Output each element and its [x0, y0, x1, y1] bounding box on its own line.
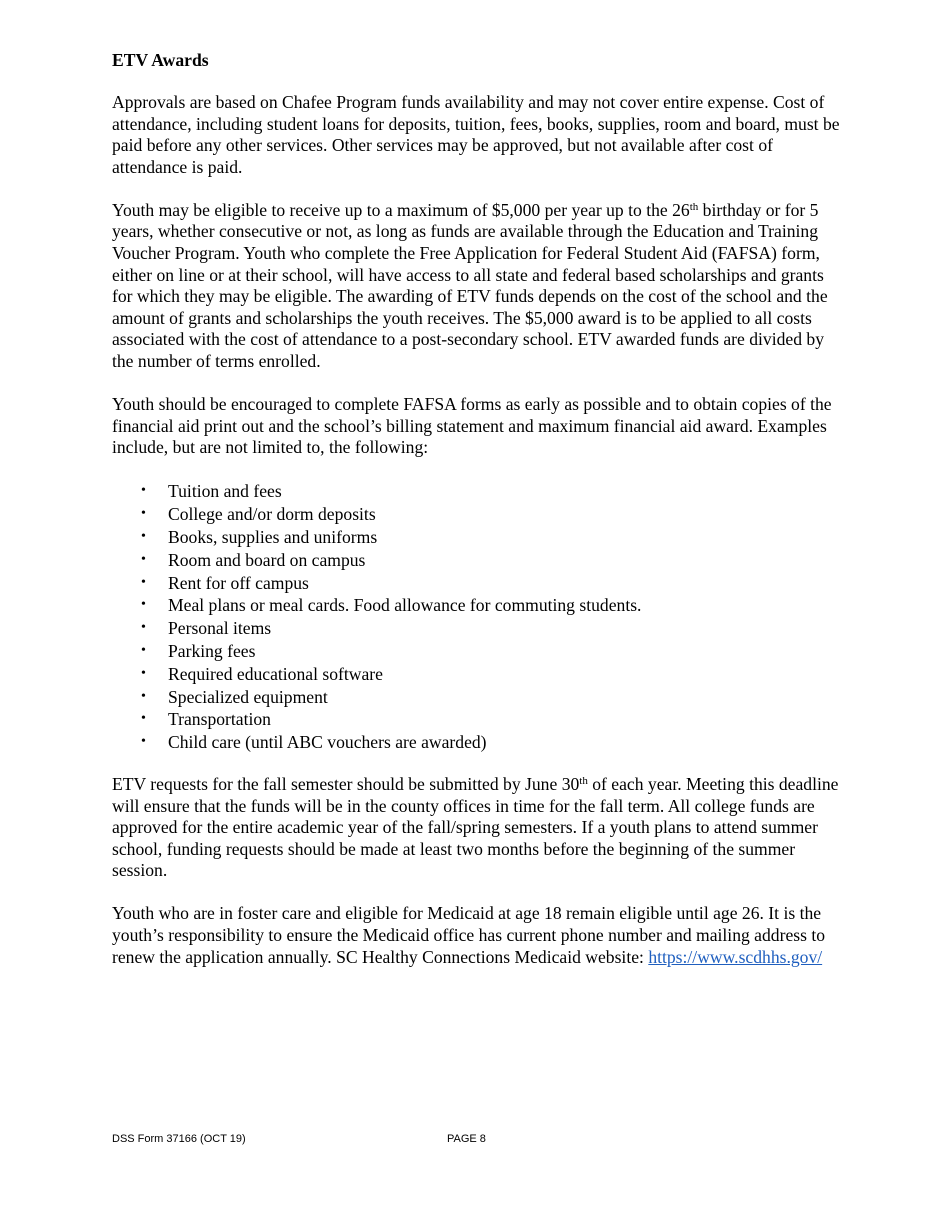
list-item: • Child care (until ABC vouchers are awarded)	[141, 732, 487, 753]
bullet-icon: •	[141, 529, 146, 544]
medicaid-website-link[interactable]: https://www.scdhhs.gov/	[648, 946, 823, 967]
list-item: • Books, supplies and uniforms	[141, 527, 378, 547]
deadline-text-end: of each year. Meeting this deadline will ensure that the funds will be in the county offices in time for the fall term. All college funds are approved for the entire academic year of the fall/spring semesters. If a youth plans to attend summer school, funding requests should be made at least two months before the beginning of the summer session.	[112, 773, 839, 881]
document-page	[112, 48, 842, 990]
medicaid-text: Youth who are in foster care and eligible for Medicaid at age 18 remain eligible until age 26. It is the youth’s responsibility to ensure the Medicaid office has current phone number and mailing address to renew the application annually. SC Healthy Connections Medicaid website:	[112, 903, 826, 967]
list-item: • Required educational software	[141, 663, 383, 684]
ordinal-suffix: th	[689, 200, 699, 213]
page-number: PAGE 8	[447, 1133, 486, 1145]
bullet-icon: •	[141, 665, 146, 681]
paragraph-deadline	[112, 774, 842, 882]
bullet-icon: •	[141, 597, 146, 613]
list-item: • Rent for off campus	[141, 572, 309, 593]
paragraph-approvals: Approvals are based on Chafee Program funds availability and may not cover entire expense. Cost of attendance, including student loans for deposits, tuition, fees, books, supplies, room and board, must be paid before any other services. Other services may be approved, but not available after cost of attendance is paid.	[112, 92, 840, 177]
section-heading: ETV Awards	[112, 50, 209, 70]
eligibility-text-end: birthday or for 5 years, whether consecutive or not, as long as funds are available through the Education and Training Voucher Program. Youth who complete the Free Application for Federal Student Aid (FAFSA) form, either on line or at their school, will have access to all state and federal based scholarships and grants for which they may be eligible. The awarding of ETV funds depends on the cost of the school and the amount of grants and scholarships the youth receives. The $5,000 award is to be applied to all costs associated with the cost of attendance to a post-secondary school. ETV awarded funds are divided by the number of terms enrolled.	[112, 199, 828, 372]
list-item: • Room and board on campus	[141, 549, 366, 570]
bullet-icon: •	[141, 551, 146, 567]
bullet-icon: •	[141, 688, 146, 704]
bullet-icon: •	[141, 711, 146, 727]
list-item: • College and/or dorm deposits	[141, 504, 376, 525]
list-item: • Personal items	[141, 618, 272, 639]
expense-list	[112, 480, 842, 754]
list-item: • Tuition and fees	[141, 481, 282, 502]
form-id: DSS Form 37166 (OCT 19)	[112, 1133, 246, 1145]
paragraph-fafsa: Youth should be encouraged to complete FAFSA forms as early as possible and to obtain copies of the financial aid print out and the school’s billing statement and maximum financial aid award. Examples include, but are not limited to, the following:	[112, 394, 832, 458]
bullet-icon: •	[141, 574, 146, 590]
bullet-icon: •	[141, 642, 146, 658]
bullet-icon: •	[141, 483, 146, 499]
ordinal-suffix: th	[579, 774, 588, 787]
bullet-icon: •	[141, 734, 146, 750]
list-item: • Parking fees	[141, 640, 256, 661]
eligibility-text-start: Youth may be eligible to receive up to a maximum of $5,000 per year up to the 26	[112, 199, 690, 220]
list-item: • Specialized equipment	[141, 686, 328, 707]
paragraph-medicaid	[112, 903, 842, 968]
paragraph-eligibility	[112, 200, 842, 373]
deadline-text-start: ETV requests for the fall semester should be submitted by June 30	[112, 773, 580, 794]
bullet-icon: •	[141, 506, 146, 522]
bullet-icon: •	[141, 620, 146, 636]
list-item: • Transportation	[141, 709, 271, 730]
list-item: • Meal plans or meal cards. Food allowance for commuting students.	[141, 595, 642, 616]
